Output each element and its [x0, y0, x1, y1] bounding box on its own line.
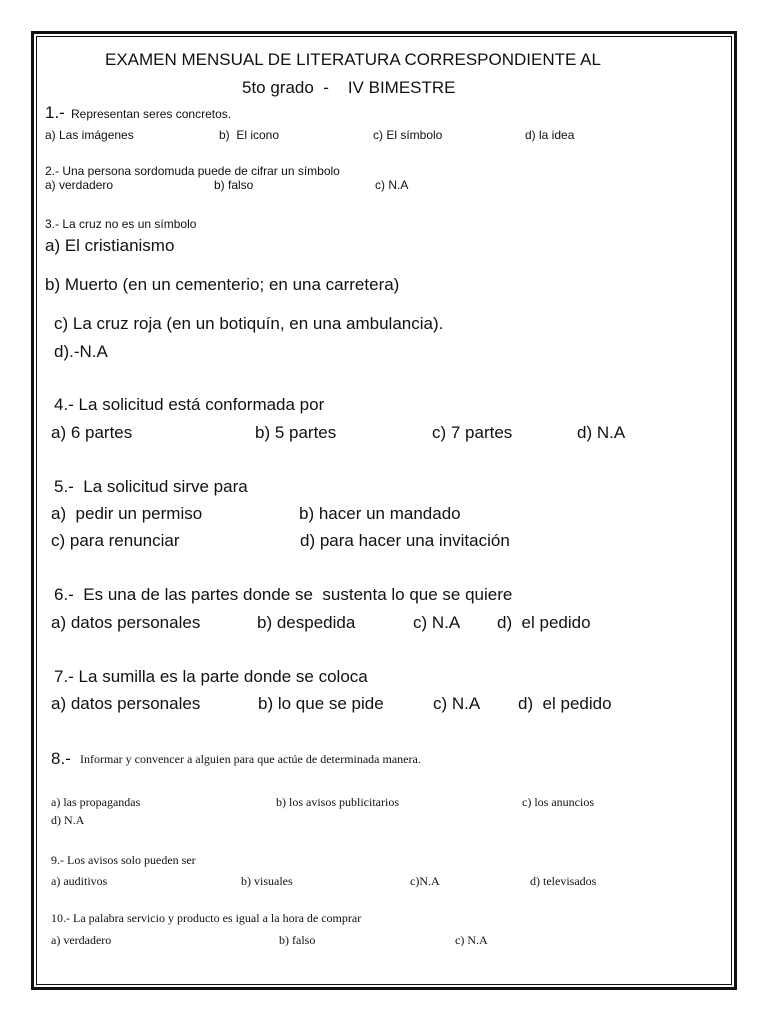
option-a: a) verdadero	[45, 178, 114, 192]
option-c: c) N.A	[433, 694, 481, 713]
question-number: 1.-	[45, 103, 65, 122]
option-c: c) El símbolo	[373, 128, 443, 142]
option-c: c) La cruz roja (en un botiquín, en una ambulancia).	[54, 314, 444, 333]
option-c: c) N.A	[375, 178, 409, 192]
option-d: d) N.A	[51, 813, 85, 827]
option-d: d) el pedido	[518, 694, 612, 713]
question-text: 4.- La solicitud está conformada por	[54, 395, 325, 414]
option-a: a) pedir un permiso	[51, 504, 203, 523]
question-text: 5.- La solicitud sirve para	[54, 477, 248, 496]
option-a: a) auditivos	[51, 874, 108, 888]
question-text: Representan seres concretos.	[71, 107, 232, 121]
option-a: a) Las imágenes	[45, 128, 134, 142]
question-text: 10.- La palabra servicio y producto es igual a la hora de comprar	[51, 911, 362, 925]
option-d: d) el pedido	[497, 613, 591, 632]
option-c: c) N.A	[413, 613, 461, 632]
question-text: Informar y convencer a alguien para que actúe de determinada manera.	[80, 752, 421, 766]
question-number: 8.-	[51, 749, 71, 768]
question-text: 9.- Los avisos solo pueden ser	[51, 853, 196, 867]
question-text: 2.- Una persona sordomuda puede de cifrar un símbolo	[45, 164, 340, 178]
option-a: a) El cristianismo	[45, 236, 175, 255]
option-b: b) Muerto (en un cementerio; en una carretera)	[45, 275, 400, 294]
exam-subtitle: 5to grado - IV BIMESTRE	[242, 78, 456, 97]
option-b: b) 5 partes	[255, 423, 337, 442]
question-text: 7.- La sumilla es la parte donde se coloca	[54, 667, 368, 686]
option-d: d) N.A	[577, 423, 626, 442]
option-c: c) 7 partes	[432, 423, 513, 442]
question-text: 3.- La cruz no es un símbolo	[45, 217, 197, 231]
option-a: a) datos personales	[51, 613, 201, 632]
option-d: d) la idea	[525, 128, 575, 142]
option-d: d).-N.A	[54, 342, 108, 361]
exam-title: EXAMEN MENSUAL DE LITERATURA CORRESPONDIENTE AL	[105, 50, 601, 69]
option-c: c) los anuncios	[522, 795, 594, 809]
question-text: 6.- Es una de las partes donde se sustenta lo que se quiere	[54, 585, 513, 604]
option-a: a) datos personales	[51, 694, 201, 713]
option-a: a) verdadero	[51, 933, 112, 947]
option-b: b) falso	[214, 178, 254, 192]
option-d: d) televisados	[530, 874, 597, 888]
option-b: b) falso	[279, 933, 316, 947]
option-b: b) despedida	[257, 613, 356, 632]
option-b: b) los avisos publicitarios	[276, 795, 399, 809]
option-b: b) lo que se pide	[258, 694, 384, 713]
option-b: b) El icono	[219, 128, 280, 142]
option-a: a) 6 partes	[51, 423, 133, 442]
option-c: c)N.A	[410, 874, 440, 888]
option-c: c) N.A	[455, 933, 488, 947]
option-b: b) hacer un mandado	[299, 504, 461, 523]
option-a: a) las propagandas	[51, 795, 141, 809]
option-d: d) para hacer una invitación	[300, 531, 510, 550]
option-c: c) para renunciar	[51, 531, 180, 550]
option-b: b) visuales	[241, 874, 293, 888]
